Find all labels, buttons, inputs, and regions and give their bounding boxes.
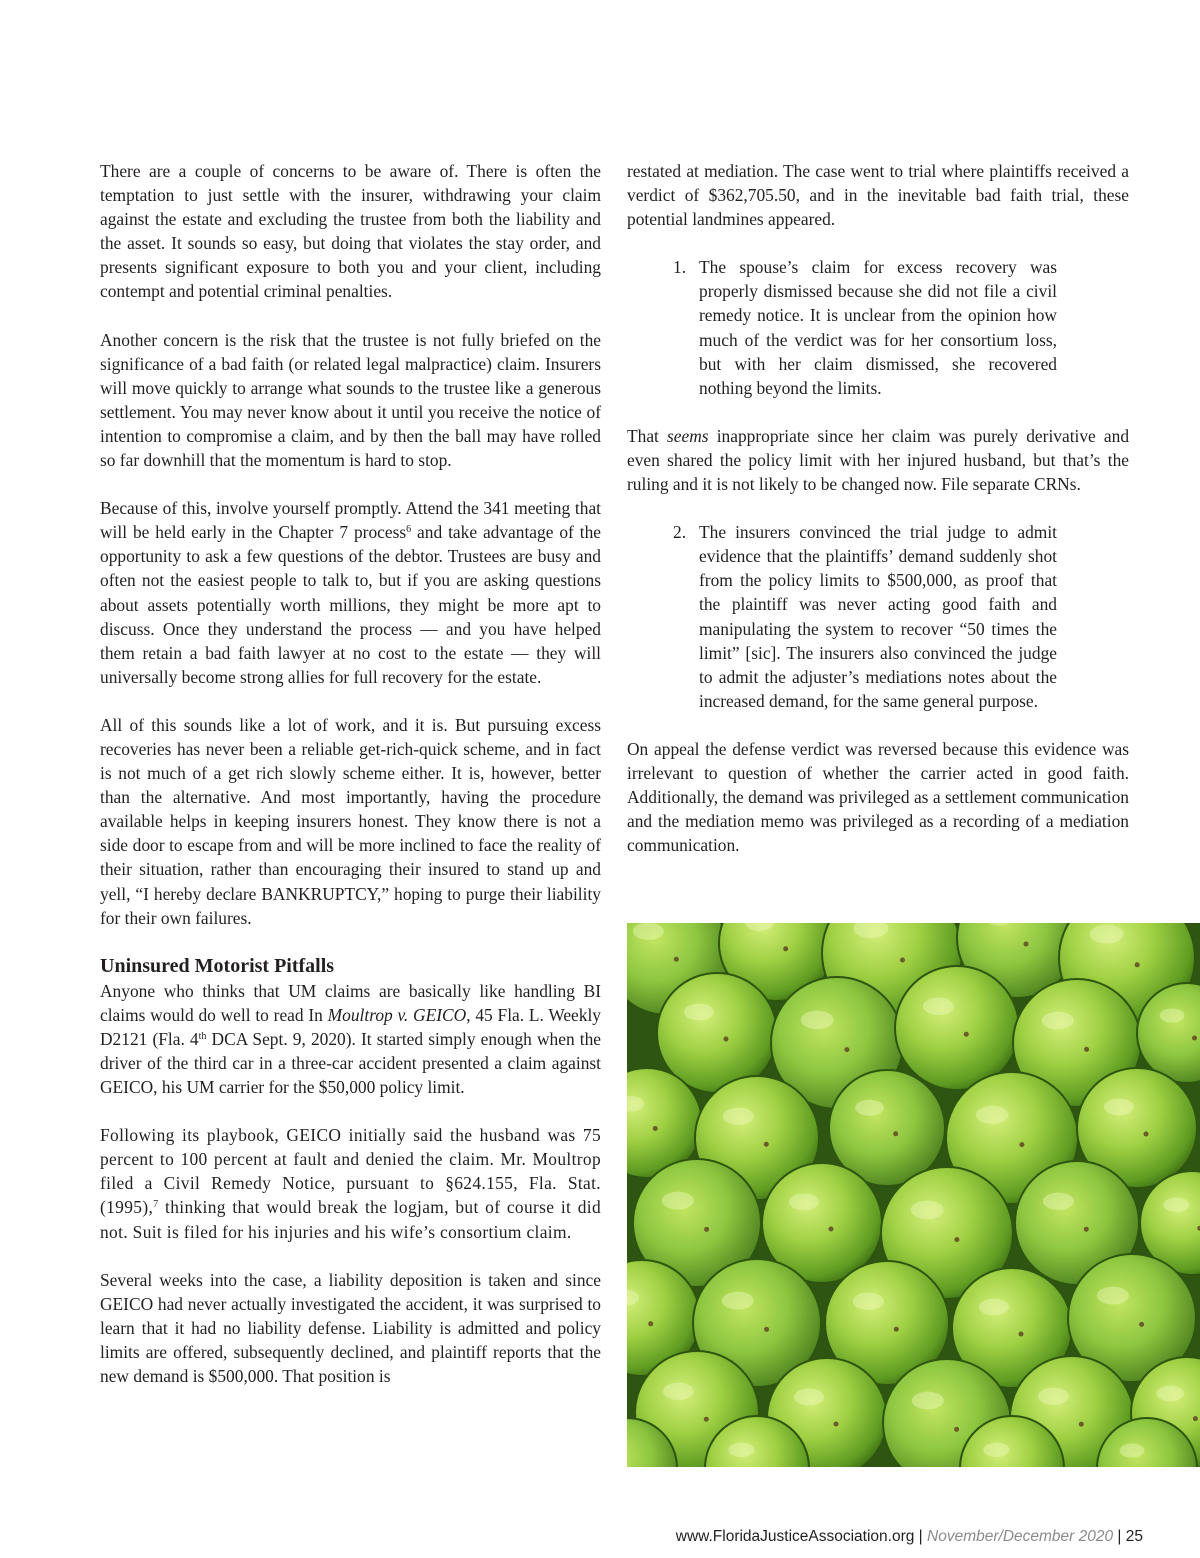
lime-stem xyxy=(724,1037,729,1042)
lime-highlight xyxy=(912,1392,944,1410)
lime-stem xyxy=(1193,1416,1198,1421)
list-item-text: The spouse’s claim for excess recovery was properly dismissed because she did not file a civil remedy notice. It is unclear from the opinion how much of the verdict was for her consortium loss, but with her claim dismissed, she recovered nothing beyond the limits. xyxy=(699,257,1057,398)
paragraph xyxy=(627,424,1129,496)
lime-highlight xyxy=(663,1383,694,1400)
lime-stem xyxy=(1192,1036,1197,1041)
page-footer xyxy=(676,1528,1143,1546)
right-column xyxy=(627,159,1129,881)
lime-highlight xyxy=(1160,1009,1185,1023)
footnote-ref: 7 xyxy=(153,1199,159,1211)
paragraph xyxy=(100,1123,601,1243)
lime-stem xyxy=(894,1327,899,1332)
lime-stem xyxy=(764,1142,769,1147)
lime-highlight xyxy=(1120,1444,1145,1458)
lime-highlight xyxy=(633,923,664,940)
lime-highlight xyxy=(855,1100,884,1116)
lime-highlight xyxy=(1042,1012,1074,1030)
lime-highlight xyxy=(983,1443,1009,1458)
footer-issue: November/December 2020 xyxy=(927,1528,1114,1545)
footer-separator: | xyxy=(1113,1528,1126,1545)
paragraph: Another concern is the risk that the trustee is not fully briefed on the significance of a bad faith (or related legal malpractice) claim. Insurers will move quickly to arrange what sounds to the trustee like a generous settlement. You may never know about it until you receive the notice of intention to compromise a claim, and by then the ball may have rolled so far downhill that the momentum is hard to stop. xyxy=(100,329,601,471)
lime-stem xyxy=(1144,1132,1149,1137)
lime-highlight xyxy=(1156,1386,1184,1402)
limes xyxy=(627,923,1200,1467)
paragraph: All of this sounds like a lot of work, and it is. But pursuing excess recoveries has never been a reliable get-rich-quick scheme, and in fact is not much of a get rich slowly scheme either. It is, however, better than the alternative. And most importantly, having the procedure available helps in keeping insurers honest. They know there is not a side door to escape from and will be more inclined to face the reality of their situation, rather than encouraging their insured to stand up and yell, “I hereby declare BANKRUPTCY,” hoping to purge their liability for their own failures. xyxy=(100,714,601,928)
paragraph: There are a couple of concerns to be aware of. There is often the temptation to just settle with the insurer, withdrawing your claim against the estate and excluding the trustee from both the liability and the asset. It sounds so easy, but doing that violates the stay order, and presents significant exposure to both you and your client, including contempt and potential criminal penalties. xyxy=(100,161,601,302)
lime xyxy=(895,966,1019,1090)
list-number: 2. xyxy=(673,522,687,543)
lime-stem xyxy=(954,1427,959,1432)
lime-highlight xyxy=(722,1292,754,1310)
lime-stem xyxy=(648,1321,653,1326)
lime-highlight xyxy=(662,1192,694,1210)
numbered-list xyxy=(627,255,1129,400)
text: That xyxy=(627,425,668,446)
footer-separator: | xyxy=(914,1528,928,1545)
lime-highlight xyxy=(1163,1198,1189,1213)
lime-stem xyxy=(1019,1332,1024,1337)
lime-highlight xyxy=(1043,1193,1074,1210)
lime-highlight xyxy=(923,998,954,1015)
paragraph xyxy=(100,979,601,1099)
case-name: Moultrop v. GEICO xyxy=(327,1004,467,1025)
lime-highlight xyxy=(979,1299,1009,1316)
paragraph: On appeal the defense verdict was reversed because this evidence was irrelevant to question of whether the carrier acted in good faith. Additionally, the demand was privileged as a settlement communication and the mediation memo was privileged as a recording of a mediation communication. xyxy=(627,738,1129,856)
lime-stem xyxy=(893,1131,898,1136)
lime-stem xyxy=(844,1047,849,1052)
lime-highlight xyxy=(1038,1388,1069,1405)
paragraph: Several weeks into the case, a liability deposition is taken and since GEICO had never actually investigated the accident, it was surprised to learn that it had no liability defense. Liability is admitted and policy limits are offered, subsequently declined, and plaintiff reports that the new demand is $500,000. That position is xyxy=(100,1269,601,1387)
text: Because of this, involve yourself promptly. Attend the 341 meeting that will be held early in the Chapter 7 process xyxy=(100,498,601,543)
lime-highlight xyxy=(1104,1099,1134,1116)
text: , 45 Fla. L. Weekly D2121 (Fla. 4 xyxy=(100,1004,601,1049)
list-item-text: The insurers convinced the trial judge to admit evidence that the plaintiffs’ demand suddenly shot from the policy limits to $500,000, as proof that the plaintiff was never acting good faith and manipulating the system to recover “50 times the limit” [sic]. The insurers also convinced the judge to admit the adjuster’s mediations notes about the increased demand, for the same general purpose. xyxy=(699,522,1057,711)
lime-highlight xyxy=(723,1108,754,1125)
lime-stem xyxy=(1079,1422,1084,1427)
lime-stem xyxy=(1135,962,1140,967)
lime-highlight xyxy=(1097,1287,1129,1305)
text: inappropriate since her claim was purely derivative and even shared the policy limit with her injured husband, but that’s the ruling and it is not likely to be changed now. File separate CRNs. xyxy=(627,425,1130,495)
page-number: 25 xyxy=(1125,1528,1143,1545)
lime-stem xyxy=(764,1327,769,1332)
lime-stem xyxy=(834,1422,839,1427)
section-heading: Uninsured Motorist Pitfalls xyxy=(100,954,335,977)
lime-highlight xyxy=(684,1004,714,1021)
limes-illustration xyxy=(627,923,1200,1467)
emphasis: seems xyxy=(667,425,709,446)
paragraph: restated at mediation. The case went to trial where plaintiffs received a verdict of $362,705.50, and in the inevitable bad faith trial, these potential landmines appeared. xyxy=(627,161,1129,230)
footer-website: www.FloridaJusticeAssociation.org xyxy=(675,1528,915,1545)
list-item xyxy=(673,255,1057,400)
left-column xyxy=(100,159,601,1412)
lime-highlight xyxy=(789,1194,819,1211)
lime-stem xyxy=(704,1227,709,1232)
text: Anyone who thinks that UM claims are basically like handling BI claims would do well to read In xyxy=(100,980,601,1025)
lime-stem xyxy=(704,1417,709,1422)
lime-stem xyxy=(1024,942,1029,947)
text: and take advantage of the opportunity to ask a few questions of the debtor. Trustees are busy and often not the easiest people to talk to, but if you are asking questions about assets potentially worth millions, they might be more apt to discuss. Once they understand the process — and you have helped them retain a bad faith lawyer at no cost to the estate — they will universally become strong allies for full recovery for the estate. xyxy=(100,522,601,687)
lime-stem xyxy=(954,1237,959,1242)
numbered-list xyxy=(627,520,1129,713)
lime-stem xyxy=(1139,1322,1144,1327)
lime-stem xyxy=(900,958,905,963)
list-number: 1. xyxy=(673,257,687,278)
lime-highlight xyxy=(728,1443,754,1458)
text: DCA Sept. 9, 2020). It started simply enough when the driver of the third car in a three-car accident presented a claim against GEICO, his UM carrier for the $50,000 policy limit. xyxy=(100,1028,602,1098)
lime-stem xyxy=(783,946,788,951)
lime-stem xyxy=(674,957,679,962)
ordinal-suffix: th xyxy=(198,1030,207,1042)
lime-highlight xyxy=(794,1389,824,1406)
footnote-ref: 6 xyxy=(406,524,412,536)
lime-highlight xyxy=(911,1201,944,1219)
lime-highlight xyxy=(976,1106,1009,1124)
lime-highlight xyxy=(853,1293,884,1310)
text: thinking that would break the logjam, but of course it did not. Suit is filed for his injuries and his wife’s consortium claim. xyxy=(100,1197,601,1242)
lime-stem xyxy=(829,1227,834,1232)
lime-highlight xyxy=(801,1011,834,1029)
list-item xyxy=(673,520,1057,713)
lime-stem xyxy=(1084,1227,1089,1232)
limes-photo xyxy=(627,923,1200,1467)
lime-stem xyxy=(1084,1047,1089,1052)
paragraph xyxy=(100,496,601,689)
lime-stem xyxy=(1019,1142,1024,1147)
lime-highlight xyxy=(1090,925,1124,944)
lime-stem xyxy=(964,1032,969,1037)
text: Following its playbook, GEICO initially said the husband was 75 percent to 100 percent at fault and denied the claim. Mr. Moultrop filed a Civil Remedy Notice, pursuant to §624.155, Fla. Stat. (1995), xyxy=(100,1125,601,1218)
lime-stem xyxy=(653,1126,658,1131)
